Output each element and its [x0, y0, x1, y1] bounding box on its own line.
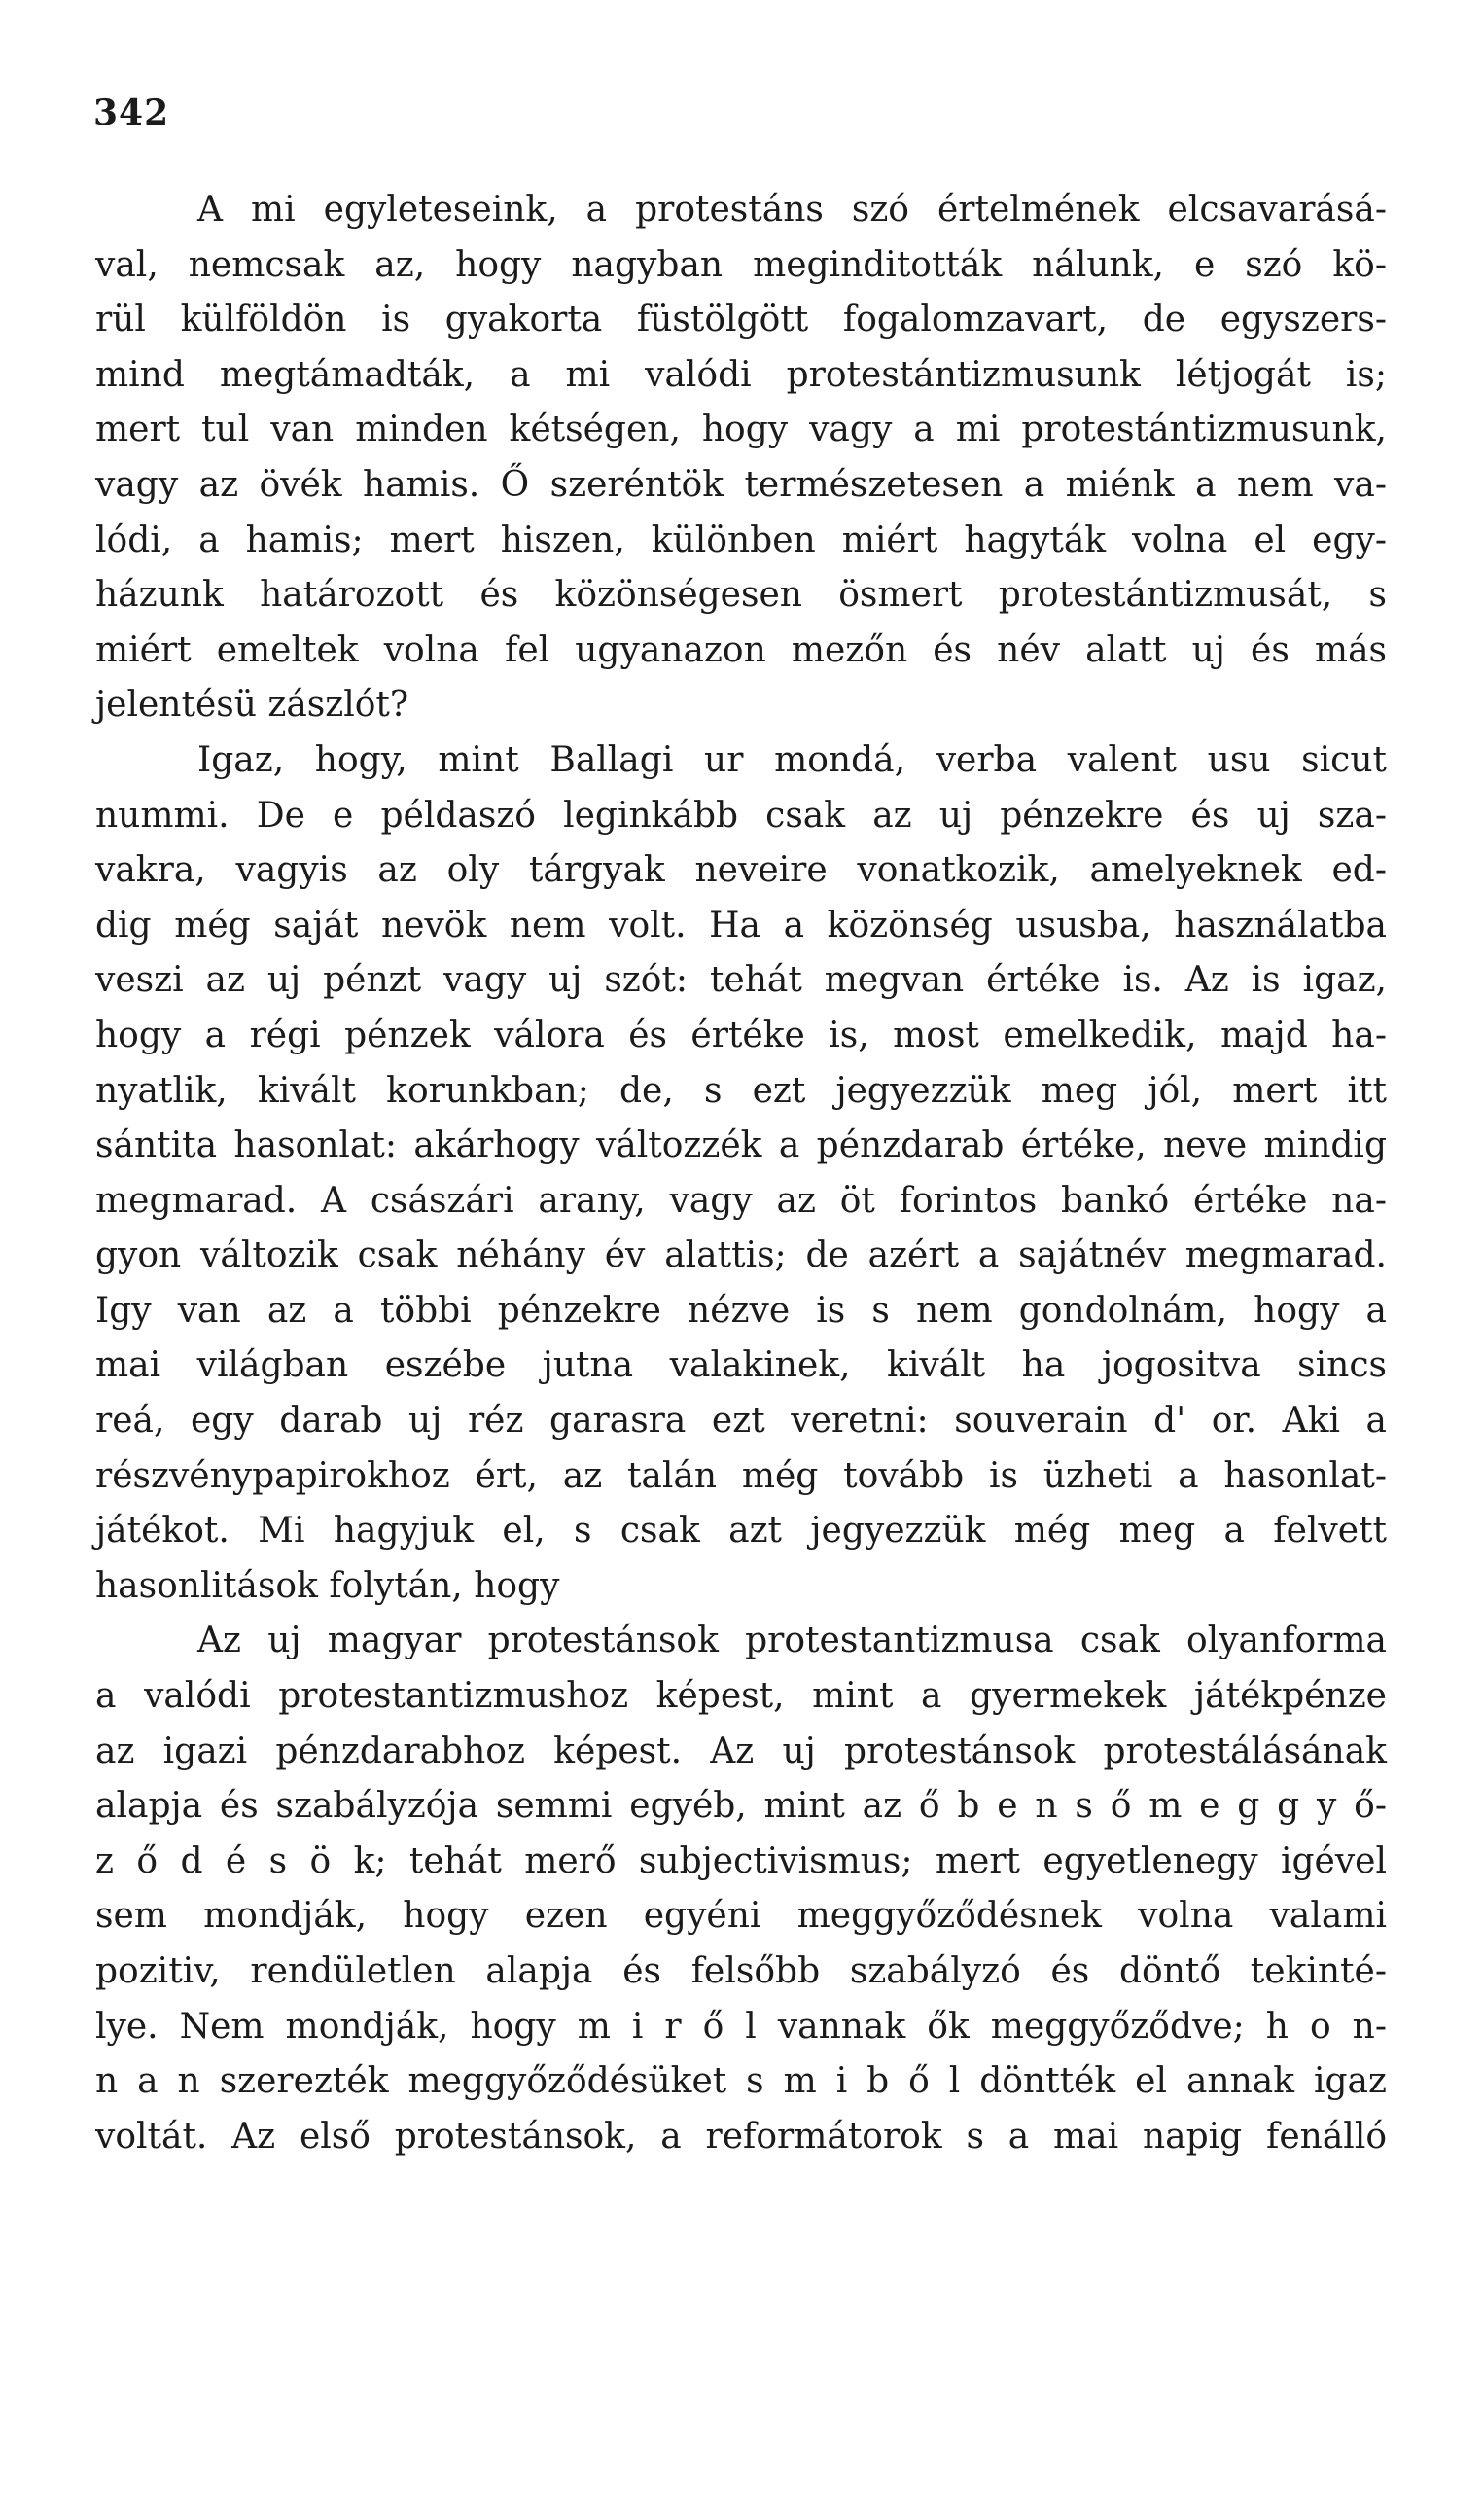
text-line: lódi, a hamis; mert hiszen, különben miért hagyták volna el egy-: [95, 519, 1387, 560]
text-line: n a n szerezték meggyőződésüket s m i b ő l döntték el annak igaz: [95, 2061, 1387, 2102]
text-line: miért emeltek volna fel ugyanazon mezőn és név alatt uj és más: [95, 629, 1387, 670]
text-line: z ő d é s ö k; tehát merő subjectivismus; mert egyetlenegy igével: [95, 1840, 1387, 1881]
text-line: sem mondják, hogy ezen egyéni meggyőződésnek volna valami: [95, 1896, 1387, 1937]
text-line: nyatlik, kivált korunkban; de, s ezt jegyezzük meg jól, mert itt: [95, 1070, 1387, 1111]
text-line: mai világban eszébe jutna valakinek, kivált ha jogositva sincs: [95, 1345, 1387, 1386]
paragraph-3: [95, 1614, 1387, 2164]
paragraph-1: [95, 183, 1387, 733]
text-line: részvénypapirokhoz ért, az talán még tovább is üzheti a hasonlat-: [95, 1455, 1387, 1496]
text-line: Igy van az a többi pénzekre nézve is s nem gondolnám, hogy a: [95, 1290, 1387, 1331]
body-text: [95, 183, 1387, 2164]
text-line: A mi egyleteseink, a protestáns szó értelmének elcsavarásá-: [197, 190, 1387, 230]
text-line: Az uj magyar protestánsok protestantizmusa csak olyanforma: [197, 1621, 1387, 1661]
text-line: Igaz, hogy, mint Ballagi ur mondá, verba valent usu sicut: [197, 739, 1387, 780]
text-line: rül külföldön is gyakorta füstölgött fogalomzavart, de egyszers-: [95, 300, 1387, 340]
text-line: megmarad. A császári arany, vagy az öt forintos bankó értéke na-: [95, 1180, 1387, 1221]
text-line: vakra, vagyis az oly tárgyak neveire vonatkozik, amelyeknek ed-: [95, 850, 1387, 891]
text-line: játékot. Mi hagyjuk el, s csak azt jegyezzük még meg a felvett: [95, 1511, 1387, 1552]
text-line: reá, egy darab uj réz garasra ezt veretni: souverain d' or. Aki a: [95, 1401, 1387, 1442]
text-line: mert tul van minden kétségen, hogy vagy a mi protestántizmusunk,: [95, 410, 1387, 450]
text-line: alapja és szabályzója semmi egyéb, mint az ő b e n s ő m e g g y ő-: [95, 1786, 1387, 1827]
text-line: voltát. Az első protestánsok, a reformátorok s a mai napig fenálló: [95, 2116, 1387, 2157]
text-line: a valódi protestantizmushoz képest, mint a gyermekek játékpénze: [95, 1676, 1387, 1717]
text-line: hasonlitások folytán, hogy: [95, 1565, 560, 1606]
text-line: házunk határozott és közönségesen ösmert protestántizmusát, s: [95, 575, 1387, 616]
text-line: mind megtámadták, a mi valódi protestántizmusunk létjogát is;: [95, 354, 1387, 395]
text-line: dig még saját nevök nem volt. Ha a közönség ususba, használatba: [95, 905, 1387, 946]
text-line: sántita hasonlat: akárhogy változzék a pénzdarab értéke, neve mindig: [95, 1125, 1387, 1166]
text-line: veszi az uj pénzt vagy uj szót: tehát megvan értéke is. Az is igaz,: [95, 960, 1387, 1001]
text-line: jelentésü zászlót?: [95, 685, 409, 726]
text-line: nummi. De e példaszó leginkább csak az uj pénzekre és uj sza-: [95, 795, 1387, 836]
text-line: az igazi pénzdarabhoz képest. Az uj protestánsok protestálásának: [95, 1731, 1387, 1771]
page-number: 342: [93, 92, 170, 133]
text-line: lye. Nem mondják, hogy m i r ő l vannak ők meggyőződve; h o n-: [95, 2006, 1387, 2047]
text-line: val, nemcsak az, hogy nagyban meginditották nálunk, e szó kö-: [95, 244, 1387, 285]
text-line: vagy az övék hamis. Ő szeréntök természetesen a miénk a nem va-: [95, 464, 1387, 505]
text-line: pozitiv, rendületlen alapja és felsőbb szabályzó és döntő tekinté-: [95, 1951, 1387, 1991]
paragraph-2: [95, 733, 1387, 1615]
text-line: hogy a régi pénzek válora és értéke is, most emelkedik, majd ha-: [95, 1015, 1387, 1055]
text-line: gyon változik csak néhány év alattis; de azért a sajátnév megmarad.: [95, 1235, 1387, 1276]
